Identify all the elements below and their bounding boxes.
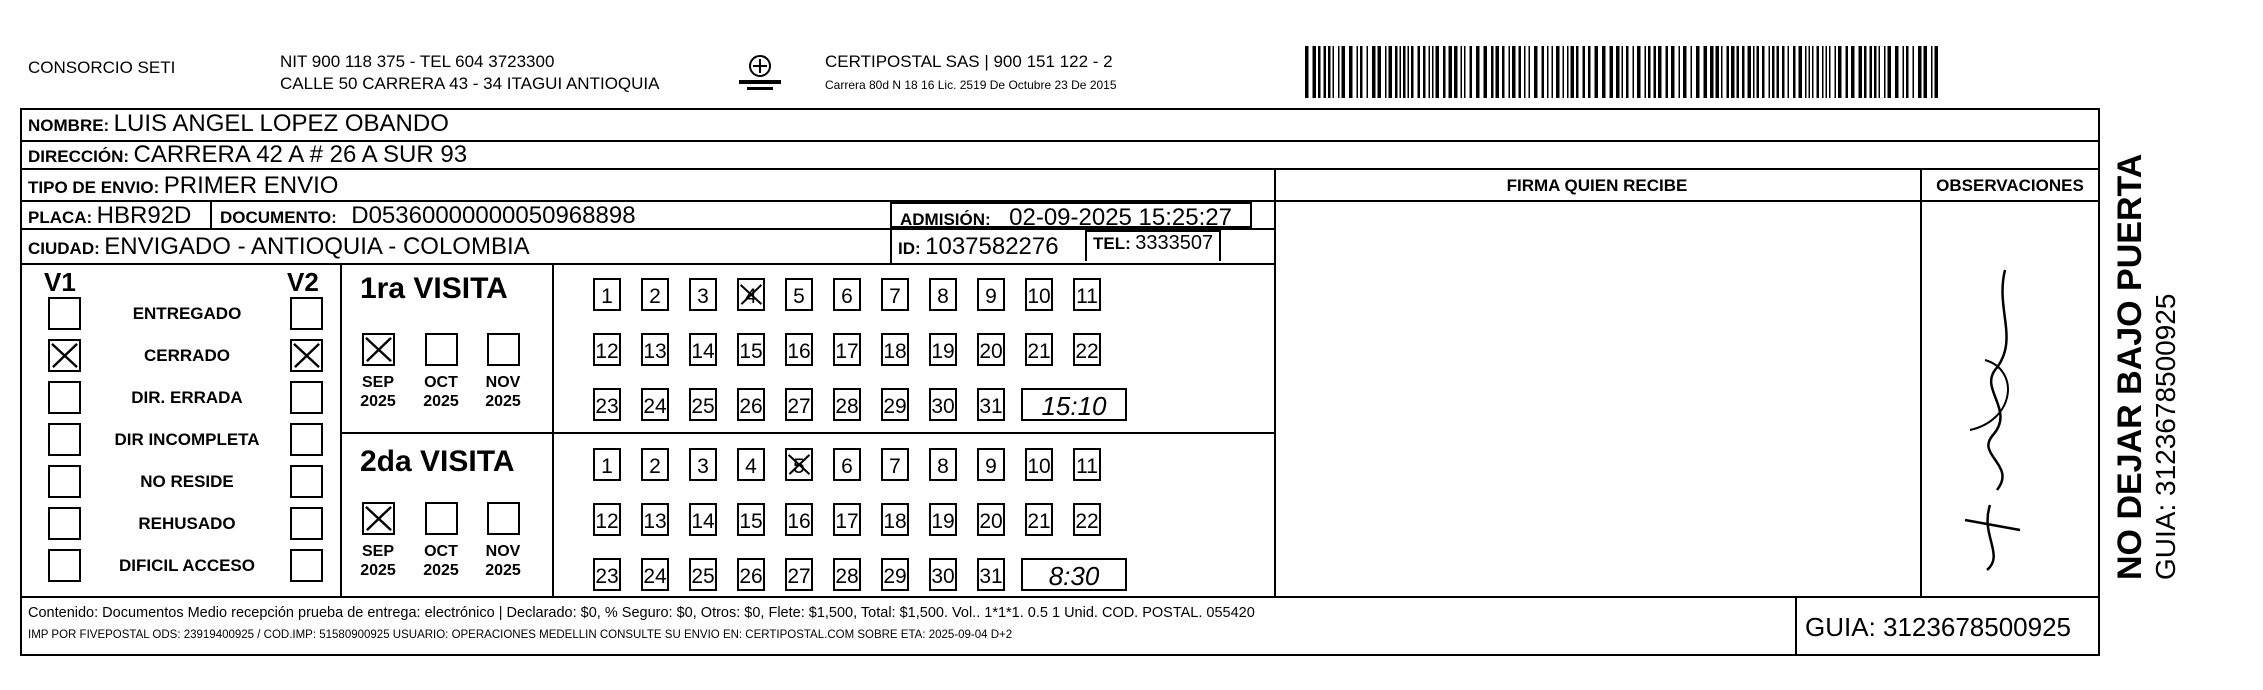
v1-checkbox[interactable] [48,549,81,582]
signature-header: FIRMA QUIEN RECIBE [1506,176,1688,195]
nit-line: NIT 900 118 375 - TEL 604 3723300 [280,52,555,71]
month-label [415,542,467,580]
day-box[interactable]: 30 [929,388,957,421]
day-box[interactable]: 10 [1025,278,1053,311]
name-label: NOMBRE: [28,116,110,135]
day-box[interactable]: 11 [1073,278,1101,311]
day-box[interactable] [785,448,813,481]
day-box[interactable]: 4 [737,448,765,481]
month-checkbox[interactable] [487,502,520,535]
day-box[interactable]: 20 [977,503,1005,536]
day-box[interactable]: 3 [689,278,717,311]
admission-value: 02-09-2025 15:25:27 [1009,204,1232,231]
day-box[interactable]: 24 [641,558,669,591]
address-label: DIRECCIÓN: [28,147,130,166]
type-label: TIPO DE ENVIO: [28,178,160,197]
id-row [898,233,1059,261]
v2-checkbox[interactable] [290,549,323,582]
recipient-name: LUIS ANGEL LOPEZ OBANDO [113,110,449,137]
month-name: OCT [424,543,458,560]
id-label: ID: [898,239,921,258]
footer-guia: GUIA: 3123678500925 [1805,612,2071,642]
city-value: ENVIGADO - ANTIOQUIA - COLOMBIA [104,233,530,260]
day-box[interactable]: 27 [785,558,813,591]
v2-checkbox[interactable] [290,423,323,456]
day-box[interactable]: 11 [1073,448,1101,481]
day-box[interactable]: 31 [977,388,1005,421]
month-name: SEP [361,374,394,391]
visit-time-box[interactable]: 8:30 [1021,558,1127,591]
day-box[interactable]: 23 [593,388,621,421]
license-line: Carrera 80d N 18 16 Lic. 2519 De Octubre 23 De 2015 [825,78,1117,92]
document-label: DOCUMENTO: [220,208,337,227]
v1-checkbox[interactable] [48,423,81,456]
day-box[interactable]: 27 [785,388,813,421]
month-label [415,373,467,411]
status-label: NO RESIDE [140,472,234,491]
month-label [352,373,404,411]
month-year: 2025 [360,393,396,410]
consortium-name: CONSORCIO SETI [28,58,176,77]
day-box[interactable]: 16 [785,333,813,366]
day-box[interactable] [737,278,765,311]
month-name: SEP [361,543,394,560]
status-label: DIFICIL ACCESO [118,556,255,575]
month-checkbox[interactable] [425,333,458,366]
month-checkbox[interactable] [425,502,458,535]
barcode [1305,46,1945,98]
status-label: CERRADO [144,346,230,365]
day-box[interactable]: 8 [929,448,957,481]
day-box[interactable]: 26 [737,558,765,591]
visit2-title: 2da VISITA [360,445,515,478]
day-box[interactable]: 20 [977,333,1005,366]
tel-box [1085,230,1221,261]
side-text [2110,154,2182,580]
recipient-address: CARRERA 42 A # 26 A SUR 93 [133,141,468,168]
imp-line: IMP POR FIVEPOSTAL ODS: 23919400925 / COD.IMP: 51580900925 USUARIO: OPERACIONES MEDELLIN CONSULTE SU ENVIO EN: CERTIPOSTAL.COM SOBRE ETA: 2025-09-04 D+2 [28,629,1013,641]
name-row [28,110,449,138]
contents-line: Contenido: Documentos Medio recepción prueba de entrega: electrónico | Declarado: $0, % Seguro: $0, Otros: $0, Flete: $1,500, Total: $1,500. Vol.. 1*1*1. 0.5 1 Unid. COD. POSTAL. 055420 [28,605,1255,621]
month-label [477,542,529,580]
document-value: D05360000000050968898 [351,202,636,229]
month-year: 2025 [423,562,459,579]
shipment-type: PRIMER ENVIO [163,172,339,199]
day-box[interactable]: 31 [977,558,1005,591]
v2-checkbox[interactable] [290,465,323,498]
month-year: 2025 [485,562,521,579]
status-label: DIR. ERRADA [131,388,243,407]
day-box[interactable]: 6 [833,448,861,481]
day-box[interactable]: 16 [785,503,813,536]
day-box[interactable]: 30 [929,558,957,591]
v1-checkbox[interactable] [48,465,81,498]
day-box[interactable]: 14 [689,333,717,366]
day-box[interactable]: 19 [929,503,957,536]
day-box[interactable]: 25 [689,388,717,421]
v1-label: V1 [44,267,76,297]
carrier-line: CERTIPOSTAL SAS | 900 151 122 - 2 [825,52,1113,71]
day-box[interactable]: 28 [833,558,861,591]
day-box[interactable]: 12 [593,333,621,366]
month-label [477,373,529,411]
v2-checkbox[interactable] [290,381,323,414]
day-box[interactable]: 18 [881,333,909,366]
day-box[interactable]: 2 [641,278,669,311]
day-box[interactable]: 13 [641,503,669,536]
side-warning: NO DEJAR BAJO PUERTA [2111,153,2149,580]
day-box[interactable]: 7 [881,278,909,311]
observations-header: OBSERVACIONES [1936,176,2084,195]
recipient-signature [1925,250,2045,580]
day-box[interactable]: 15 [737,333,765,366]
month-label [352,542,404,580]
address-line: CALLE 50 CARRERA 43 - 34 ITAGUI ANTIOQUIA [280,74,660,93]
day-box[interactable]: 10 [1025,448,1053,481]
type-row [28,172,338,200]
day-box[interactable]: 17 [833,503,861,536]
day-box[interactable]: 22 [1073,503,1101,536]
status-label: DIR INCOMPLETA [114,430,260,449]
v1-checkbox[interactable] [48,381,81,414]
admission-box [890,202,1252,231]
plate-label: PLACA: [28,208,93,227]
day-box[interactable]: 25 [689,558,717,591]
day-box[interactable]: 1 [593,278,621,311]
day-box[interactable]: 15 [737,503,765,536]
month-name: OCT [424,374,458,391]
month-year: 2025 [360,562,396,579]
v2-label: V2 [287,267,319,297]
status-label: REHUSADO [138,514,236,533]
day-box[interactable]: 24 [641,388,669,421]
tel-label: TEL: [1093,234,1131,253]
day-number: 5 [793,455,805,478]
day-box[interactable]: 1 [593,448,621,481]
tel-value: 3333507 [1135,232,1214,254]
address-row [28,141,467,169]
day-number: 4 [745,285,757,308]
day-box[interactable]: 14 [689,503,717,536]
v2-checkbox[interactable] [290,507,323,540]
day-box[interactable]: 5 [785,278,813,311]
day-box[interactable]: 13 [641,333,669,366]
day-box[interactable]: 22 [1073,333,1101,366]
status-label: ENTREGADO [132,304,242,323]
v2-checkbox[interactable] [290,339,323,372]
day-box[interactable]: 29 [881,388,909,421]
month-checkbox[interactable] [362,502,395,535]
day-box[interactable]: 26 [737,388,765,421]
plate-value: HBR92D [96,202,192,229]
day-box[interactable]: 9 [977,448,1005,481]
month-checkbox[interactable] [487,333,520,366]
month-year: 2025 [485,393,521,410]
plate-row [28,202,191,230]
month-checkbox[interactable] [362,333,395,366]
v1-checkbox[interactable] [48,507,81,540]
day-box[interactable]: 17 [833,333,861,366]
admission-label: ADMISIÓN: [900,210,991,229]
v1-checkbox[interactable] [48,297,81,330]
day-box[interactable]: 28 [833,388,861,421]
interrapidisimo-logo [735,52,785,94]
document-row [220,202,636,230]
id-value: 1037582276 [925,233,1059,260]
day-box[interactable]: 12 [593,503,621,536]
day-box[interactable]: 8 [929,278,957,311]
day-box[interactable]: 7 [881,448,909,481]
day-box[interactable]: 18 [881,503,909,536]
month-year: 2025 [423,393,459,410]
month-name: NOV [485,543,521,560]
day-box[interactable]: 2 [641,448,669,481]
day-box[interactable]: 19 [929,333,957,366]
visit-time-box[interactable]: 15:10 [1021,388,1127,421]
v2-checkbox[interactable] [290,297,323,330]
side-guia: GUIA: 3123678500925 [2150,293,2181,580]
city-row [28,233,530,261]
day-box[interactable]: 23 [593,558,621,591]
day-box[interactable]: 6 [833,278,861,311]
day-box[interactable]: 21 [1025,333,1053,366]
visit1-title: 1ra VISITA [360,272,508,305]
day-box[interactable]: 9 [977,278,1005,311]
city-label: CIUDAD: [28,239,100,258]
day-box[interactable]: 3 [689,448,717,481]
month-name: NOV [485,374,521,391]
v1-checkbox[interactable] [48,339,81,372]
day-box[interactable]: 29 [881,558,909,591]
day-box[interactable]: 21 [1025,503,1053,536]
